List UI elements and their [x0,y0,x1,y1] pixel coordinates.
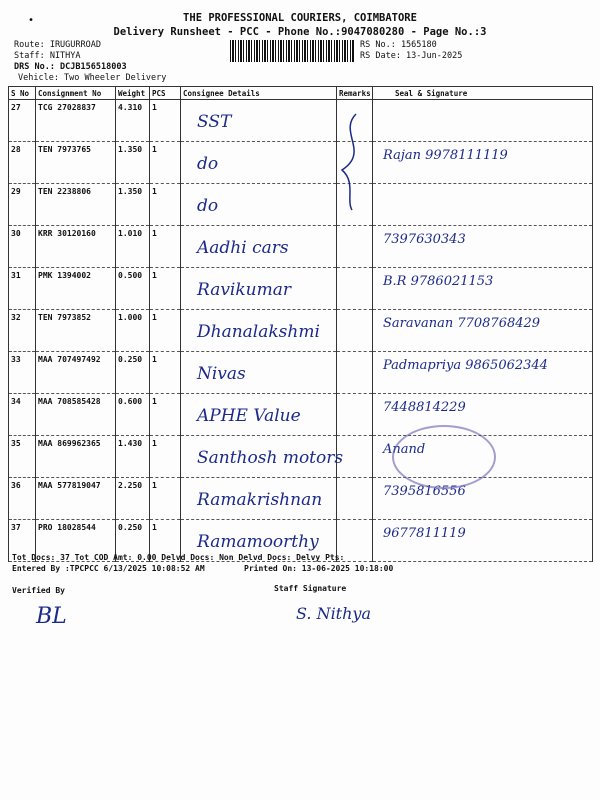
table-row [9,310,593,352]
cell-pcs: 1 [150,352,181,394]
col-remarks: Remarks [337,87,373,100]
staff-signature-label: Staff Signature [274,584,347,593]
table-row [9,268,593,310]
cell-signature [373,520,593,562]
cell-consignment: TCG 27028837 [36,100,116,142]
cell-pcs: 1 [150,142,181,184]
cell-consignee [181,142,337,184]
cell-remarks [337,394,373,436]
document-subtitle: Delivery Runsheet - PCC - Phone No.:9047080280 - Page No.:3 [113,26,487,38]
route-label: Route: IRUGURROAD [14,40,101,50]
cell-pcs: 1 [150,478,181,520]
cell-pcs: 1 [150,268,181,310]
drs-number: DRS No.: DCJB156518003 [14,62,127,72]
cell-consignment: KRR 30120160 [36,226,116,268]
consignee-handwriting: Santhosh motors [197,448,344,468]
verified-by-label: Verified By [12,586,65,595]
cell-weight: 2.250 [116,478,150,520]
cell-consignment: TEN 2238806 [36,184,116,226]
cell-remarks [337,352,373,394]
remarks-bracket-mark [336,112,376,212]
consignee-handwriting: do [197,154,219,174]
signature-handwriting: B.R 9786021153 [383,274,494,289]
cell-signature [373,394,593,436]
cell-signature [373,142,593,184]
cell-pcs: 1 [150,310,181,352]
cell-sno: 32 [9,310,36,352]
cell-signature [373,268,593,310]
signature-handwriting: 9677811119 [383,526,466,541]
table-header-row [9,87,593,100]
cell-remarks [337,310,373,352]
signature-handwriting: Anand [383,442,426,457]
verified-signature: BL [36,604,67,629]
col-consignment: Consignment No [36,87,116,100]
runsheet-table [8,86,593,562]
cell-weight: 0.250 [116,520,150,562]
cell-consignee [181,226,337,268]
col-consignee: Consignee Details [181,87,337,100]
cell-sno: 28 [9,142,36,184]
rs-number: RS No.: 1565180 [360,40,437,50]
cell-consignment: MAA 708585428 [36,394,116,436]
cell-consignment: MAA 707497492 [36,352,116,394]
cell-consignee [181,352,337,394]
consignee-handwriting: SST [197,112,232,132]
cell-remarks [337,226,373,268]
cell-pcs: 1 [150,520,181,562]
cell-consignment: TEN 7973765 [36,142,116,184]
printed-on: Printed On: 13-06-2025 10:18:00 [244,564,394,573]
consignee-handwriting: do [197,196,219,216]
cell-consignee [181,394,337,436]
barcode [230,40,355,62]
signature-handwriting: Saravanan 7708768429 [383,316,541,331]
cell-sno: 27 [9,100,36,142]
entered-by: Entered By :TPCPCC 6/13/2025 10:08:52 AM [12,564,205,573]
cell-consignment: MAA 869962365 [36,436,116,478]
cell-weight: 1.430 [116,436,150,478]
totals-line: Tot Docs: 37 Tot COD Amt: 0.00 Delvd Docs: Non Delvd Docs: Delvy Pts: [12,553,345,562]
cell-consignee [181,268,337,310]
cell-remarks [337,478,373,520]
table-row [9,142,593,184]
cell-sno: 34 [9,394,36,436]
cell-remarks [337,268,373,310]
cell-pcs: 1 [150,100,181,142]
cell-consignee [181,310,337,352]
signature-handwriting: Padmapriya 9865062344 [383,358,548,373]
cell-sno: 35 [9,436,36,478]
table-row [9,100,593,142]
table-row [9,226,593,268]
cell-sno: 30 [9,226,36,268]
table-row [9,352,593,394]
consignee-handwriting: Nivas [197,364,246,384]
cell-consignment: TEN 7973852 [36,310,116,352]
col-weight: Weight [116,87,150,100]
cell-weight: 0.250 [116,352,150,394]
cell-sno: 36 [9,478,36,520]
vehicle-label: Vehicle: Two Wheeler Delivery [18,73,167,83]
table-row [9,394,593,436]
consignee-handwriting: APHE Value [197,406,301,426]
col-sno: S No [9,87,36,100]
cell-signature [373,478,593,520]
cell-weight: 4.310 [116,100,150,142]
cell-weight: 0.600 [116,394,150,436]
cell-consignee [181,100,337,142]
cell-weight: 1.000 [116,310,150,352]
cell-consignee [181,436,344,478]
cell-weight: 1.350 [116,142,150,184]
cell-consignment: MAA 577819047 [36,478,116,520]
consignee-handwriting: Ramakrishnan [197,490,323,510]
staff-label: Staff: NITHYA [14,51,81,61]
table-row [9,436,593,478]
cell-pcs: 1 [150,226,181,268]
cell-signature [373,100,593,142]
cell-signature [373,352,593,394]
cell-pcs: 1 [150,436,181,478]
document-title: THE PROFESSIONAL COURIERS, COIMBATORE [183,12,417,24]
cell-remarks [337,436,373,478]
cell-weight: 1.010 [116,226,150,268]
signature-handwriting: 7397630343 [383,232,466,247]
cell-weight: 0.500 [116,268,150,310]
consignee-handwriting: Aadhi cars [197,238,289,258]
cell-sno: 33 [9,352,36,394]
cell-pcs: 1 [150,184,181,226]
page-mark: • [28,15,35,26]
cell-signature [373,184,593,226]
table-row [9,184,593,226]
cell-pcs: 1 [150,394,181,436]
col-signature: Seal & Signature [373,87,593,100]
consignee-handwriting: Ramamoorthy [197,532,319,552]
signature-handwriting: Rajan 9978111119 [383,148,508,163]
staff-signature: S. Nithya [296,604,371,623]
cell-consignment: PRO 18028544 [36,520,116,562]
cell-weight: 1.350 [116,184,150,226]
cell-sno: 29 [9,184,36,226]
consignee-handwriting: Dhanalakshmi [197,322,320,342]
signature-handwriting: 7448814229 [383,400,466,415]
cell-signature [373,226,593,268]
table-row [9,478,593,520]
consignee-handwriting: Ravikumar [197,280,291,300]
cell-sno: 37 [9,520,36,562]
col-pcs: PCS [150,87,181,100]
cell-consignment: PMK 1394002 [36,268,116,310]
cell-consignee [181,478,337,520]
cell-sno: 31 [9,268,36,310]
rs-date: RS Date: 13-Jun-2025 [360,51,463,61]
signature-handwriting: 7395816556 [383,484,466,499]
cell-signature [373,310,593,352]
cell-consignee [181,184,337,226]
seal-stamp [392,425,496,489]
